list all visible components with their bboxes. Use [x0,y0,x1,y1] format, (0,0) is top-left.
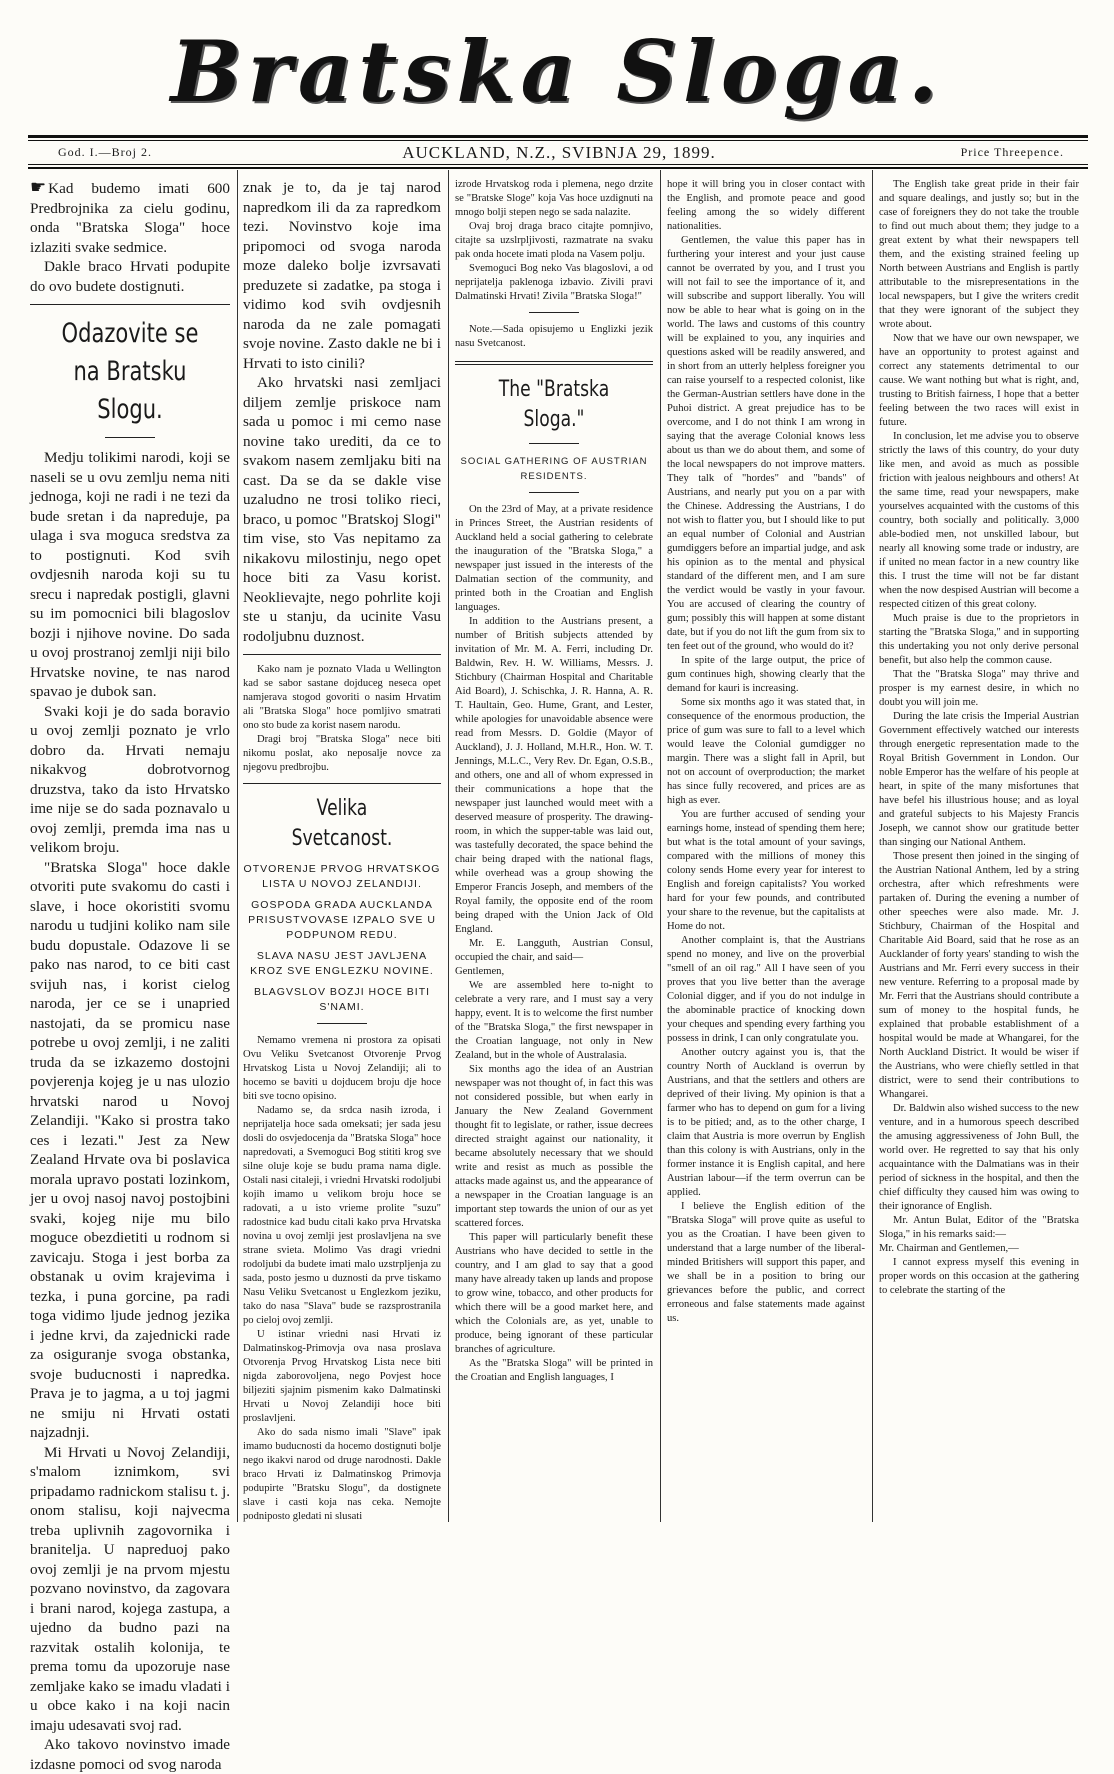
article-paragraph: znak je to, da je taj narod napredkom ili da za rapredkom tezi. Novinstvo koje ima pripomoci od svoga naroda moze daleko bolje izvrsavati preduzete si zadatke, pa stoga i vidimo kod svih ovdjesnih naroda da ne zale pomagati svoje novine. Zasto dakle ne bi i Hrvati to isto cinili? [243,179,441,372]
article-paragraph: On the 23rd of May, at a private residence in Princes Street, the Austrian residents of Auckland held a social gathering to celebrate the inauguration of the "Bratska Sloga," a newspaper just issued in the interests of the Dalmatian section of the community, and printed both in the Croatian and English languages. [455,504,653,613]
note-paragraph: Note.—Sada opisujemo u Englizki jezik nasu Svetcanost. [455,324,653,349]
masthead-rule-thin [28,140,1088,141]
divider [105,437,155,438]
article-paragraph: Ako takovo novinstvo imade izdasne pomoci od svog naroda [30,1736,230,1773]
masthead-rule-top [28,135,1088,138]
divider [317,1023,367,1024]
article-paragraph: U istinar vriedni nasi Hrvati iz Dalmatinskog-Primovja ova nasa proslava Otvorenja Prvog Hrvatskog Lista nece biti nigda zaborovoljena, nego Povjest hoce biljeziti sjajnim pismenim kako Dalmatinski Hrvati u Novoj Zelandiji hoce biti proslavljeni. [243,1329,441,1424]
dateline-rule-2 [28,167,1088,169]
article-paragraph: Mi Hrvati u Novoj Zelandiji, s'malom iznimkom, svi pripadamo radnickom stalisu t. j. onom stalisu, koji najvecma treba uplivnih zagovornika i branitelja. U napreduoj pako ovoj zemlji je na prvom mjestu pozvano novinstvo, da zagovara i brani narod, kojega zastupa, a ujedno da budno pazi na razvitak ostalih kolonija, te prema tomu da upozoruje nase zemljake kako se imadu vladati i u obce kako i na koji nacin imaju udesavati svoj rad. [30,1443,230,1734]
article-paragraph: Svaki koji je do sada boravio u ovoj zemlji poznato je vrlo dobro da. Hrvati nemaju nikakvog dobrotvornog druzstva, tako da isto Hrvatsko ime nije se do sada poznavalo u ovoj zemlji, premda ima nas u velikom broju. [30,702,230,856]
article-paragraph: Six months ago the idea of an Austrian newspaper was not thought of, in fact this was not considered possible, but when early in January the New Zealand Government thought fit to legislate, or rather, issue decrees directed straight against our nationality, it became absolutely necessary that we should write and resist as much as possible the attacks made against us, and the appearance of a newspaper in the Croatian language is an important step towards the union of our as yet scattered forces. [455,1064,653,1229]
article-paragraph: I believe the English edition of the "Bratska Sloga" will prove quite as useful to you as the Croatian. I have been given to understand that a large number of the liberal-minded Britishers will support this paper, and we shall be in a position to bring our grievances before the public, and correct erroneous and false statements made against us. [667,1201,865,1324]
divider [529,492,579,493]
masthead [0,0,1114,140]
divider [529,443,579,444]
volume-number: God. I.—Broj 2. [58,145,152,159]
divider [243,783,441,784]
article-paragraph: This paper will particularly benefit these Austrians who have decided to settle in the country, and I am glad to say that a good many have already taken up lands and propose to grow wine, tobacco, and other products for which there will be a good market here, and which the Colonials are, as yet, unable to produce, being ignorant of these particular branches of agriculture. [455,1232,653,1355]
article-paragraph: Another outcry against you is, that the country North of Auckland is overrun by Austrians, and that the settlers and others are deprived of their living. My opinion is that a farmer who has to depend on gum for a living is to be pitied; and, as to the other charge, I claim that Austria is more overrun by English than this colony is with Austrians, only in the former instance it is English capital, and here Austrian labour—if the term overrun can be applied. [667,1047,865,1198]
article-paragraph: In spite of the large output, the price of gum continues high, showing clearly that the demand for kauri is increasing. [667,655,865,694]
column-1 [30,177,230,1773]
article-paragraph: Mr. Antun Bulat, Editor of the "Bratska Sloga," in his remarks said:— [879,1215,1079,1240]
article-paragraph: hope it will bring you in closer contact with the English, and promote peace and good feeling among the so widely different nationalities. [667,179,865,232]
column-4 [667,178,865,1520]
divider [30,304,230,305]
caps-subheading: SLAVA NASU JEST JAVLJENA KROZ SVE ENGLEZKU NOVINE. [250,950,434,977]
article-heading-bratska-sloga: The "Bratska Sloga." [498,377,610,432]
column-5 [879,178,1079,1520]
newspaper-title: Bratska Sloga. [170,22,944,121]
article-paragraph: Some six months ago it was stated that, in consequence of the enormous production, the price of gum was sure to fall to a level which would leave the Colonial gumdigger no margin. There was a slight fall in April, but not on account of overproduction; the market has since fully recovered, and prices are as high as ever. [667,697,865,806]
article-paragraph: Now that we have our own newspaper, we have an opportunity to protest against and correct any statements detrimental to our cause. We want nothing but what is right, and, trusting to British fairness, I hope that a better feeling between the two races will exist in future. [879,333,1079,428]
article-paragraph: In addition to the Austrians present, a number of British subjects attended by invitation of Mr. M. A. Ferri, including Dr. Baldwin, Rev. H. W. Williams, Messrs. J. Stichbury (Chairman Hospital and Charitable Aid Board), J. Schischka, J. R. Hanna, A. R. T. Haultain, Geo. Hume, Grant, and Lester, while apologies for unavoidable absence were read from Messrs. D. Goldie (Mayor of Auckland), J. J. Holland, M.H.R., Hon. W. T. Jennings, M.L.C., Very Rev. Dr. Egan, O.S.B., and others, one and all of whom expressed in their communications a hope that the newspaper just launched would meet with a deserved measure of prosperity. The drawing-room, in which the supper-table was laid out, was tastefully decorated, the space behind the chair being draped with the national flags, while overhead was a group showing the Emperor Francis Joseph, and members of the Royal family, the opposite end of the room being draped with the Union Jack of Old England. [455,616,653,935]
article-paragraph: We are assembled here to-night to celebrate a very rare, and I must say a very happy, event. It is to welcome the first number of the "Bratska Sloga," the first newspaper in the Croatian language, not only in New Zealand, but in the whole of Australasia. [455,980,653,1061]
notice-paragraph: Dragi broj "Bratska Sloga" nece biti nikomu poslat, ako neposalje novce za njegovu predbrojbu. [243,734,441,773]
column-3 [455,178,653,1520]
article-paragraph: The English take great pride in their fair and square dealings, and justly so; but in the case of foreigners they do not take the trouble to find out much about them; they judge to a great extent by what their newspapers tell them, and the existing strained feeling up North between Austrians and English is partly attributable to the misrepresentations in the local newspapers, but I give the writers credit that they were ignorant of the subject they wrote about. [879,179,1079,330]
pointing-hand-icon: ☛ [30,177,47,197]
issue-date: AUCKLAND, N.Z., SVIBNJA 29, 1899. [402,143,716,162]
article-paragraph: In conclusion, let me advise you to observe strictly the laws of this country, do your duty like men, and avoid as much as possible friction with jealous neighbours and others! At the same time, read your newspapers, make yourselves acquainted with the customs of this country, both socially and politically. 3,000 able-bodied men, not unskilled labour, but nearly all knowing some trade or industry, are if united no mean factor in a new country like this. I trust the time will not be far distant when the now despised Austrian will become a respected citizen of this great colony. [879,431,1079,610]
divider [243,654,441,655]
article-paragraph: As the "Bratska Sloga" will be printed in the Croatian and English languages, I [455,1358,653,1383]
article-paragraph: Gentlemen, the value this paper has in furthering your interest and your just cause cannot be overrated by you, and I trust you will not fail to see the importance of it, and will subscribe and support liberally. You will now be able to hear what is going on in the world. The laws and customs of this country will be explained to you, any inquiries and questions asked will be readily answered, and in short from an utterly helpless foreigner you can raise yourself to a respected colonist, like the German-Austrian settlers have done in the Puhoi district. A great prejudice has to be overcome, and I do not think I am wrong in saying that the average Colonial knows less about us than we do about them, and some of the local newspapers do not improve matters. They talk of "hordes" and "bands" of Austrians, and nearly put you on a par with the Chinese. Addressing the Austrians, I do not wish to flatter you, but I should like to put an equal number of Colonial and Austrian gumdiggers before an impartial judge, and ask his opinion as to the mental and physical standard of the different men, and I am sure the verdict would be vastly in your favour. You are accused of clearing the country of gum; possibly this will happen at some distant date, but if you do not lift the gum from six to ten feet out of the ground, who would do it? [667,235,865,652]
article-paragraph: Ovaj broj draga braco citajte pomnjivo, citajte sa uzslrpljivosti, razmatrate na svaku pak onda hocete imati ploda na Vasem polju. [455,221,653,260]
article-paragraph: During the late crisis the Imperial Austrian Government effectively watched our interests through energetic representation made to the Royal British Government in London. Our noble Emperor has the welfare of his people at heart, in spite of the many misfortunes that have befel his illustrious house; and as loyal and grateful subjects to his Majesty Francis Joseph, we cannot show our gratitude better than singing our National Anthem. [879,711,1079,848]
article-paragraph: Svemoguci Bog neko Vas blagoslovi, a od neprijatelja paklenoga izbavio. Zivili pravi Dalmatinski Hrvati! Zivila "Bratska Sloga!" [455,263,653,302]
article-paragraph: Mr. E. Langguth, Austrian Consul, occupied the chair, and said— [455,938,653,963]
dateline-rule-1 [28,164,1088,165]
caps-subheading: OTVORENJE PRVOG HRVATSKOG LISTA U NOVOJ ZELANDIJI. [243,863,441,890]
double-divider [455,361,653,365]
article-paragraph: Much praise is due to the proprietors in starting the "Bratska Sloga," and in supporting this undertaking you not only derive personal benefit, but also help the common cause. [879,613,1079,666]
column-rule-4 [872,170,873,1522]
article-paragraph: Medju tolikimi narodi, koji se naseli se u ovu zemlju nema niti jednoga, koji ne radi i ne tezi da bude sretan i da napreduje, pa ulaga i sva moguca sredstva za to postignuti. Kod svih ovdjesnih naroda koji su tu srecu i napredak postigli, glavni su im pomocnici bili blagoslov bozji i njihove novine. Do sada u ovoj prostranoj zemlji niji bilo Hrvatske novine, te nas narod spavao je dubok san. [30,449,230,700]
article-paragraph: I cannot express myself this evening in proper words on this occasion at the gathering to celebrate the starting of the [879,1257,1079,1296]
caps-subheading: GOSPODA GRADA AUCKLANDA PRISUSTVOVASE IZPALO SVE U PODPUNOM REDU. [248,899,436,941]
article-paragraph: izrode Hrvatskog roda i plemena, nego drzite se "Bratske Sloge" koja Vas hoce uzdignuti na mnogo bolji stepen nego se sada nalazite. [455,179,653,218]
article-paragraph: That the "Bratska Sloga" may thrive and prosper is my earnest desire, in which no doubt you will join me. [879,669,1079,708]
salutation: Gentlemen, [455,966,505,977]
column-rule-1 [237,170,238,1522]
column-rule-2 [448,170,449,1522]
article-heading-velika-svetcanost: Velika Svetcanost. [291,796,393,851]
article-heading-odazovite: Odazovite se na Bratsku Slogu. [61,318,199,425]
article-paragraph: Another complaint is, that the Austrians spend no money, and live on the proverbial "smell of an oil rag." All I have seen of you proves that you live better than the average Colonial digger, and if you do not indulge in the abominable practice of knocking down your cheques and spending every farthing you possess in drink, I can only congratulate you. [667,935,865,1044]
article-subheading: SOCIAL GATHERING OF AUSTRIAN RESIDENTS. [460,456,648,482]
column-rule-3 [660,170,661,1522]
article-paragraph: Nemamo vremena ni prostora za opisati Ovu Veliku Svetcanost Otvorenje Prvog Hrvatskog Lista u Novoj Zelandiji; ali to hocemo se baviti u dojducem broju dje hoce biti sve tocno opisino. [243,1035,441,1102]
caps-subheading: BLAGVSLOV BOZJI HOCE BITI S'NAMI. [253,986,431,1013]
article-paragraph: Dr. Baldwin also wished success to the new venture, and in a humorous speech described the amusing aggressiveness of John Bull, the world over. He regretted to say that his only acquaintance with the Dalmatians was in their period of sickness in the hospital, and then the chief difficulty they caused him was owing to their ignorance of English. [879,1103,1079,1212]
article-paragraph: Those present then joined in the singing of the Austrian National Anthem, led by a string orchestra, after which refreshments were partaken of. During the evening a number of other speeches were also made. Mr. J. Stichbury, Chairman of the Hospital and Charitable Aid Board, said that he rose as an Aucklander of forty years' standing to wish the Austrians and Mr. Ferri every success in their new venture. Referring to a proposal made by Mr. Ferri that the Austrians should contribute a sum of money to the hospital funds, he explained that probable establishment of a hospital would be made at Whangarei, for the North Auckland District. It would be wiser if the Austrians, who were chiefly settled in that district, were to send their contributions to Whangarei. [879,851,1079,1100]
article-paragraph: "Bratska Sloga" hoce dakle otvoriti pute svakomu do casti i slave, i hoce okoristiti svomu narodu u tudjini koliko nam sile budu dopustale. Odazove li se pako nas narod, to ce biti cast svijuh nas, i korist cielog naroda, jer ce se i unapried nastojati, da se promicu nase potrebe u ovoj zemlji, i ne zaliti truda da se izkazemo dostojni povjerenja kojeg je u nas ulozio hrvatski narod u Novoj Zelandiji. "Kako si prostra tako ces i lezati." Jest za New Zealand Hrvate ova bi poslavica morala upravo postati lozinkom, jer u ovoj nasoj navoj postojbini svaki, kojeg nije mu bilo moguce obezdietiti u rodnom si zavicaju. Stoga i jest borba za obstanak u ovim krajevima i tezka, i puna gorcine, pa radi toga vidimo ljude jednog jezika i jedne krvi, da zajednicki rade za osiguranje svoga obstanka, svoje buducnosti i napredka. Prava je to jagma, a u toj jagmi ne smiju ni Hrvati ostati najzadnji. [30,858,230,1441]
article-paragraph: Ako do sada nismo imali "Slave" ipak imamo buducnosti da hocemo dostignuti bolje nego ikakvi narod od druge narodnosti. Dakle braco Hrvati iz Dalmatinskog Primovja podupirte "Bratsku Slogu", da dostignete slave i casti koja nas ceka. Nemojte podniposto gledati ni slusati [243,1427,441,1522]
article-paragraph: You are further accused of sending your earnings home, instead of spending them here; but what is the total amount of your savings, compared with the millions of money this colony sends Home every year for interest to English and foreign capitalists? You worked hard for your few pounds, and contributed your share to the revenue, but the capitalists at Home do not. [667,809,865,932]
column-2 [243,178,441,1520]
dateline-bar [34,143,1084,163]
salutation: Mr. Chairman and Gentlemen,— [879,1243,1019,1254]
price: Price Threepence. [960,145,1064,159]
subscription-notice-2: Dakle braco Hrvati podupite do ovo budete dostignuti. [30,258,230,295]
subscription-notice: ☛ Kad budemo imati 600 Predbrojnika za cielu godinu, onda "Bratska Sloga" hoce izlaziti svake sedmice. [30,177,230,256]
notice-paragraph: Kako nam je poznato Vlada u Wellington kad se sabor sastane dojduceg neseca opet namjerava stogod govoriti o nasim Hrvatim ali "Bratska Sloga" hoce pomljivo smatrati ono sto bude za korist nasem narodu. [243,664,441,731]
article-paragraph: Ako hrvatski nasi zemljaci diljem zemlje priskoce nam sada u pomoc i mi cemo nase novine tako urediti, da ce to svakom nasem zemljaku biti na cast. Da se da se dakle vise uzaludno ne trosi toliko rieci, braco, u pomoc "Bratskoj Slogi" tim vise, sto Vas nepitamo za nikakovu milostinju, nego opet hoce biti za Vasu korist. Neoklievajte, nego pohrlite koji ste u stanju, da ucinite Vasu rodoljubnu duznost. [243,374,441,645]
divider [529,312,579,313]
article-paragraph: Nadamo se, da srdca nasih izroda, i neprijatelja hoce sada omeksati; jer sada jesu dosli do osvjedocenja da "Bratska Sloga" hoce napredovati, a Svemoguci Bog stititi krog sve silne oluje koje se budu prama nama digle. Ostali nasi citaleji, i vriedni Hrvatski rodoljubi kojih imamo u velikom broju hoce se radovati, a u isto vrieme prolite "suzu" radostnice kad budu citali kako prva Hrvatska novina u ovoj zemlji jest proslavljena na sve strane svieta. Molimo Vas dragi vriedni rodoljubi da budete imati malo uzstrpljenja zu sada, posto jesmo u duznosti da prve tiskamo Nasu Veliku Svetcanost u Englezkom jeziku, tako do nasa "Slava" bude se razsprostranila po cieloj ovoj zemlji. [243,1105,442,1326]
